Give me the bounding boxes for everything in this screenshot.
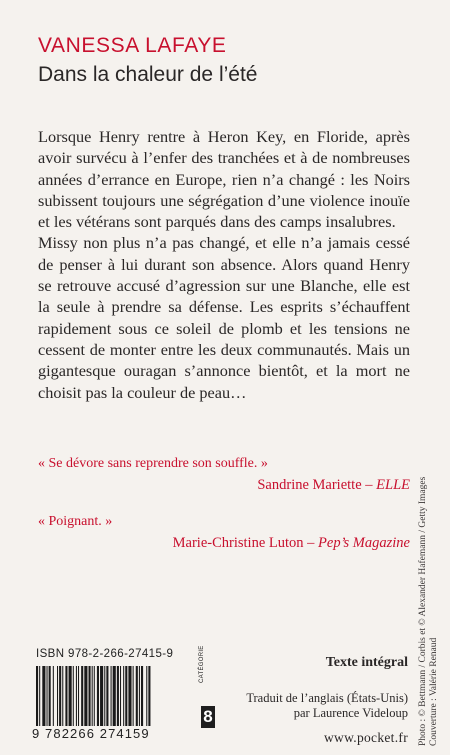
blurb — [38, 126, 410, 403]
cover-credit-line: Couverture : Valérie Renaud — [429, 637, 439, 746]
blurb-paragraph-1: Lorsque Henry rentre à Heron Key, en Floride, après avoir survécu à l’enfer des tranchées et à de nombreuses années d’errance en Europe, rien n’a changé : les Noirs subissent toujours une ségrégation d’une violence inouïe et les vétérans sont parqués dans des camps insalubres. — [38, 127, 410, 232]
review-quote-1: « Se dévore sans reprendre son souffle. » — [38, 456, 268, 471]
review-source-1 — [257, 477, 410, 494]
review-author-2: Marie-Christine Luton – — [172, 535, 319, 551]
photo-credit-line: Photo : © Bettmann / Corbis et © Alexander Hafemann / Getty Images — [418, 476, 428, 746]
barcode — [36, 666, 186, 726]
category-label: CATÉGORIE — [199, 645, 205, 683]
review-author-1: Sandrine Mariette – — [257, 477, 377, 493]
barcode-digits: 9 782266 274159 — [32, 726, 150, 741]
review-source-2 — [173, 535, 410, 552]
review-publication-1: ELLE — [376, 477, 410, 493]
texte-integral: Texte intégral — [325, 655, 408, 670]
photo-credits — [418, 477, 440, 746]
author-name: VANESSA LAFAYE — [38, 34, 227, 57]
category-badge: 8 — [201, 706, 215, 728]
translation-line-1: Traduit de l’anglais (États-Unis) — [246, 691, 408, 705]
isbn-label: ISBN 978-2-266-27415-9 — [36, 648, 174, 660]
website: www.pocket.fr — [324, 730, 408, 745]
book-title: Dans la chaleur de l’été — [38, 63, 258, 86]
translation-line-2: par Laurence Videloup — [293, 706, 408, 720]
review-quote-2: « Poignant. » — [38, 514, 113, 529]
blurb-paragraph-2: Missy non plus n’a pas changé, et elle n’a jamais cessé de penser à lui durant son absence. Alors quand Henry se retrouve accusé d’agression sur une Blanche, elle est la seule à prendre sa défense. Les esprits s’échauffent rapidement sous ce soleil de plomb et les tensions ne cessent de monter entre les deux communautés. Mais un gigantesque ouragan s’annonce bientôt, et la mort ne choisit pas la couleur de peau… — [38, 233, 410, 402]
review-publication-2: Pep’s Magazine — [318, 535, 410, 551]
